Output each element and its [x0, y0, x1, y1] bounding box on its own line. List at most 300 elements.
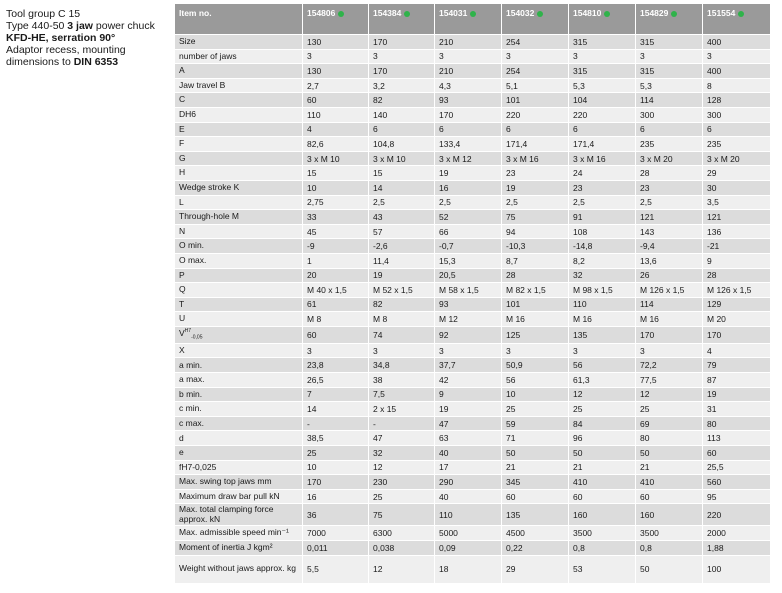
chuck-type: Type 440-50 3 jaw power chuck — [6, 20, 155, 32]
table-cell: 254 — [502, 35, 569, 50]
table-cell: 8,2 — [569, 253, 636, 268]
table-cell: 3 — [502, 49, 569, 64]
table-cell: 0,011 — [303, 541, 369, 556]
table-cell: 410 — [569, 475, 636, 490]
table-cell: 60 — [636, 489, 703, 504]
table-cell: 3 x M 10 — [303, 151, 369, 166]
row-label: c max. — [175, 416, 303, 431]
table-row — [175, 358, 770, 373]
table-cell: 15 — [303, 166, 369, 181]
table-cell: 4 — [703, 343, 770, 358]
table-row — [175, 224, 770, 239]
row-label: G — [175, 151, 303, 166]
table-row — [175, 64, 770, 79]
table-cell: 3 — [303, 343, 369, 358]
table-cell: 3,2 — [369, 78, 435, 93]
table-cell: 114 — [636, 297, 703, 312]
table-row — [175, 49, 770, 64]
table-cell: 92 — [435, 326, 502, 343]
table-cell: 25 — [569, 402, 636, 417]
table-cell: 21 — [502, 460, 569, 475]
table-cell: 3 — [502, 343, 569, 358]
table-cell: 29 — [502, 555, 569, 583]
table-cell: 136 — [703, 224, 770, 239]
table-cell: 50 — [636, 446, 703, 461]
table-cell: 16 — [435, 180, 502, 195]
table-cell: 121 — [636, 210, 703, 225]
table-cell: 82 — [369, 93, 435, 108]
table-row — [175, 326, 770, 343]
table-cell: 61 — [303, 297, 369, 312]
table-cell: 50,9 — [502, 358, 569, 373]
table-cell: 16 — [303, 489, 369, 504]
table-body — [175, 35, 770, 584]
table-cell: 26,5 — [303, 373, 369, 388]
table-cell: 170 — [369, 64, 435, 79]
status-dot-icon — [671, 11, 677, 17]
table-cell: 6 — [703, 122, 770, 137]
table-cell: 135 — [569, 326, 636, 343]
table-cell: 135 — [502, 504, 569, 526]
table-cell: 10 — [502, 387, 569, 402]
table-cell: -9 — [303, 239, 369, 254]
table-cell: 20,5 — [435, 268, 502, 283]
row-label: Jaw travel B — [175, 78, 303, 93]
table-cell: 125 — [502, 326, 569, 343]
table-cell: 220 — [703, 504, 770, 526]
table-cell: 3 — [569, 343, 636, 358]
table-cell: 170 — [435, 107, 502, 122]
table-cell: 47 — [369, 431, 435, 446]
table-cell: 0,038 — [369, 541, 435, 556]
table-cell: 254 — [502, 64, 569, 79]
table-cell: 82,6 — [303, 137, 369, 152]
table-cell: 82 — [369, 297, 435, 312]
table-row — [175, 78, 770, 93]
table-cell: 8 — [703, 78, 770, 93]
table-row — [175, 555, 770, 583]
table-cell: 3 — [369, 49, 435, 64]
table-cell: 133,4 — [435, 137, 502, 152]
row-label: O min. — [175, 239, 303, 254]
table-cell: 5,5 — [303, 555, 369, 583]
table-cell: 79 — [703, 358, 770, 373]
table-cell: 2,5 — [569, 195, 636, 210]
table-cell: - — [303, 416, 369, 431]
row-label: Max. swing top jaws mm — [175, 475, 303, 490]
table-row — [175, 541, 770, 556]
table-cell: 6 — [502, 122, 569, 137]
table-row — [175, 343, 770, 358]
table-cell: 80 — [703, 416, 770, 431]
table-row — [175, 460, 770, 475]
row-label: T — [175, 297, 303, 312]
table-cell: 10 — [303, 180, 369, 195]
row-label: Maximum draw bar pull kN — [175, 489, 303, 504]
table-cell: 25 — [502, 402, 569, 417]
table-cell: 9 — [435, 387, 502, 402]
status-dot-icon — [470, 11, 476, 17]
table-cell: 2,5 — [435, 195, 502, 210]
table-cell: 170 — [303, 475, 369, 490]
item-no-header: Item no. — [175, 4, 303, 35]
table-cell: 56 — [569, 358, 636, 373]
table-cell: M 52 x 1,5 — [369, 283, 435, 298]
row-label: Through-hole M — [175, 210, 303, 225]
table-cell: 3 x M 20 — [703, 151, 770, 166]
table-cell: 0,09 — [435, 541, 502, 556]
table-cell: 94 — [502, 224, 569, 239]
table-cell: 23 — [502, 166, 569, 181]
item-col-1: 154806 — [303, 4, 369, 35]
table-cell: 13,6 — [636, 253, 703, 268]
table-cell: 3 x M 20 — [636, 151, 703, 166]
row-label: e — [175, 446, 303, 461]
table-cell: 20 — [303, 268, 369, 283]
table-cell: 50 — [636, 555, 703, 583]
table-cell: 25 — [369, 489, 435, 504]
table-cell: 0,22 — [502, 541, 569, 556]
table-cell: 4,3 — [435, 78, 502, 93]
table-cell: 31 — [703, 402, 770, 417]
table-cell: 300 — [636, 107, 703, 122]
table-row — [175, 35, 770, 50]
table-cell: 15 — [369, 166, 435, 181]
table-cell: 290 — [435, 475, 502, 490]
row-label: A — [175, 64, 303, 79]
table-cell: 410 — [636, 475, 703, 490]
table-cell: M 40 x 1,5 — [303, 283, 369, 298]
table-cell: 4500 — [502, 526, 569, 541]
table-cell: 2,5 — [369, 195, 435, 210]
table-row — [175, 166, 770, 181]
table-cell: 19 — [369, 268, 435, 283]
table-cell: 3 x M 16 — [569, 151, 636, 166]
row-label: a max. — [175, 373, 303, 388]
table-cell: 3 — [703, 49, 770, 64]
table-cell: 3 x M 16 — [502, 151, 569, 166]
table-cell: -0,7 — [435, 239, 502, 254]
table-cell: 6 — [636, 122, 703, 137]
table-cell: 69 — [636, 416, 703, 431]
table-cell: 3 — [636, 49, 703, 64]
table-cell: 19 — [703, 387, 770, 402]
adaptor-note: Adaptor recess, mounting — [6, 44, 126, 56]
table-cell: 315 — [636, 35, 703, 50]
table-cell: 129 — [703, 297, 770, 312]
table-row — [175, 373, 770, 388]
table-cell: 3 — [435, 49, 502, 64]
table-cell: 3 x M 10 — [369, 151, 435, 166]
table-cell: 12 — [369, 555, 435, 583]
table-cell: 75 — [502, 210, 569, 225]
table-cell: 59 — [502, 416, 569, 431]
table-cell: 23 — [569, 180, 636, 195]
table-cell: 50 — [569, 446, 636, 461]
table-row — [175, 387, 770, 402]
row-label: d — [175, 431, 303, 446]
table-cell: 101 — [502, 93, 569, 108]
table-cell: 210 — [435, 64, 502, 79]
table-cell: 3 — [369, 343, 435, 358]
table-cell: 235 — [636, 137, 703, 152]
table-cell: 42 — [435, 373, 502, 388]
table-cell: 38,5 — [303, 431, 369, 446]
table-cell: 114 — [636, 93, 703, 108]
table-cell: 15,3 — [435, 253, 502, 268]
table-row — [175, 93, 770, 108]
table-cell: 87 — [703, 373, 770, 388]
chuck-model: KFD-HE, serration 90° — [6, 32, 116, 44]
table-cell: 19 — [435, 166, 502, 181]
table-cell: 220 — [569, 107, 636, 122]
table-cell: 5,3 — [636, 78, 703, 93]
table-cell: 6300 — [369, 526, 435, 541]
table-cell: 143 — [636, 224, 703, 239]
table-cell: 110 — [303, 107, 369, 122]
table-cell: 80 — [636, 431, 703, 446]
table-cell: 14 — [369, 180, 435, 195]
item-col-4: 154032 — [502, 4, 569, 35]
table-cell: 3 — [636, 343, 703, 358]
table-cell: 40 — [435, 489, 502, 504]
table-cell: 12 — [636, 387, 703, 402]
table-cell: 43 — [369, 210, 435, 225]
table-cell: 36 — [303, 504, 369, 526]
table-cell: M 16 — [636, 312, 703, 327]
row-label: b min. — [175, 387, 303, 402]
tool-group-title: Tool group C 15 — [6, 8, 81, 20]
table-row — [175, 268, 770, 283]
table-row — [175, 253, 770, 268]
table-cell: 23 — [636, 180, 703, 195]
row-label: H — [175, 166, 303, 181]
table-cell: 5,3 — [569, 78, 636, 93]
table-row — [175, 151, 770, 166]
table-cell: M 16 — [502, 312, 569, 327]
table-cell: 160 — [636, 504, 703, 526]
table-cell: 0,8 — [569, 541, 636, 556]
table-cell: 315 — [569, 64, 636, 79]
table-cell: -10,3 — [502, 239, 569, 254]
row-label: L — [175, 195, 303, 210]
table-cell: 40 — [435, 446, 502, 461]
table-row — [175, 210, 770, 225]
table-cell: 12 — [569, 387, 636, 402]
table-row — [175, 239, 770, 254]
status-dot-icon — [537, 11, 543, 17]
row-label: Max. admissible speed min⁻¹ — [175, 526, 303, 541]
table-row — [175, 137, 770, 152]
row-label: $V^{H7}_{-0,05}$ — [175, 326, 303, 343]
table-cell: 33 — [303, 210, 369, 225]
row-label: X — [175, 343, 303, 358]
table-cell: 45 — [303, 224, 369, 239]
row-label: E — [175, 122, 303, 137]
table-cell: 21 — [569, 460, 636, 475]
table-cell: 3,5 — [703, 195, 770, 210]
table-cell: 84 — [569, 416, 636, 431]
table-cell: 18 — [435, 555, 502, 583]
table-cell: 2,5 — [636, 195, 703, 210]
table-cell: 171,4 — [569, 137, 636, 152]
row-label: F — [175, 137, 303, 152]
table-cell: 1 — [303, 253, 369, 268]
table-cell: 17 — [435, 460, 502, 475]
table-cell: -9,4 — [636, 239, 703, 254]
table-cell: 400 — [703, 35, 770, 50]
table-cell: 170 — [369, 35, 435, 50]
row-label: N — [175, 224, 303, 239]
table-heading — [6, 8, 168, 68]
table-row — [175, 402, 770, 417]
table-cell: 6 — [569, 122, 636, 137]
table-cell: 110 — [435, 504, 502, 526]
row-label: O max. — [175, 253, 303, 268]
row-label: fH7-0,025 — [175, 460, 303, 475]
table-cell: 9 — [703, 253, 770, 268]
table-cell: 5000 — [435, 526, 502, 541]
row-label: P — [175, 268, 303, 283]
item-col-5: 154810 — [569, 4, 636, 35]
table-cell: 75 — [369, 504, 435, 526]
table-cell: 3 — [435, 343, 502, 358]
row-label: DH6 — [175, 107, 303, 122]
table-cell: M 126 x 1,5 — [703, 283, 770, 298]
table-cell: -14,8 — [569, 239, 636, 254]
table-cell: 60 — [502, 489, 569, 504]
table-cell: 23,8 — [303, 358, 369, 373]
table-cell: 28 — [703, 268, 770, 283]
table-cell: M 82 x 1,5 — [502, 283, 569, 298]
table-cell: 28 — [636, 166, 703, 181]
table-cell: 28 — [502, 268, 569, 283]
table-cell: 4 — [303, 122, 369, 137]
table-cell: M 20 — [703, 312, 770, 327]
row-label: number of jaws — [175, 49, 303, 64]
status-dot-icon — [604, 11, 610, 17]
table-cell: 74 — [369, 326, 435, 343]
table-cell: 110 — [569, 297, 636, 312]
table-row — [175, 416, 770, 431]
table-cell: 7 — [303, 387, 369, 402]
table-cell: 315 — [636, 64, 703, 79]
table-cell: 91 — [569, 210, 636, 225]
table-cell: 53 — [569, 555, 636, 583]
table-cell: 14 — [303, 402, 369, 417]
table-cell: 140 — [369, 107, 435, 122]
table-cell: 130 — [303, 64, 369, 79]
table-row — [175, 122, 770, 137]
table-cell: 3500 — [569, 526, 636, 541]
row-label: c min. — [175, 402, 303, 417]
table-row — [175, 504, 770, 526]
table-cell: 2000 — [703, 526, 770, 541]
row-label: Weight without jaws approx. kg — [175, 555, 303, 583]
table-cell: 61,3 — [569, 373, 636, 388]
table-cell: 25 — [636, 402, 703, 417]
row-label: Wedge stroke K — [175, 180, 303, 195]
table-row — [175, 489, 770, 504]
specs-table — [174, 4, 770, 584]
table-cell: 300 — [703, 107, 770, 122]
table-cell: 170 — [636, 326, 703, 343]
table-cell: 95 — [703, 489, 770, 504]
table-row — [175, 475, 770, 490]
table-cell: 52 — [435, 210, 502, 225]
table-cell: 19 — [502, 180, 569, 195]
table-cell: 130 — [303, 35, 369, 50]
table-cell: 10 — [303, 460, 369, 475]
table-cell: - — [369, 416, 435, 431]
table-row — [175, 195, 770, 210]
row-label: Q — [175, 283, 303, 298]
table-cell: 26 — [636, 268, 703, 283]
table-cell: 30 — [703, 180, 770, 195]
table-cell: 2,7 — [303, 78, 369, 93]
table-cell: 1,88 — [703, 541, 770, 556]
table-cell: 121 — [703, 210, 770, 225]
table-cell: 60 — [569, 489, 636, 504]
table-cell: M 126 x 1,5 — [636, 283, 703, 298]
table-cell: 32 — [369, 446, 435, 461]
row-label: C — [175, 93, 303, 108]
status-dot-icon — [404, 11, 410, 17]
table-cell: 93 — [435, 297, 502, 312]
table-cell: M 98 x 1,5 — [569, 283, 636, 298]
table-cell: 101 — [502, 297, 569, 312]
table-cell: 8,7 — [502, 253, 569, 268]
table-cell: 21 — [636, 460, 703, 475]
table-cell: 57 — [369, 224, 435, 239]
item-col-6: 154829 — [636, 4, 703, 35]
table-cell: 47 — [435, 416, 502, 431]
table-cell: 96 — [569, 431, 636, 446]
table-row — [175, 107, 770, 122]
table-cell: 93 — [435, 93, 502, 108]
table-cell: 100 — [703, 555, 770, 583]
table-cell: 235 — [703, 137, 770, 152]
table-row — [175, 431, 770, 446]
table-row — [175, 283, 770, 298]
table-cell: 32 — [569, 268, 636, 283]
table-cell: 60 — [703, 446, 770, 461]
table-cell: 56 — [502, 373, 569, 388]
table-cell: -21 — [703, 239, 770, 254]
table-cell: 50 — [502, 446, 569, 461]
din-note: dimensions to DIN 6353 — [6, 56, 119, 68]
table-cell: 12 — [369, 460, 435, 475]
table-cell: 25 — [303, 446, 369, 461]
row-label: Size — [175, 35, 303, 50]
table-row — [175, 526, 770, 541]
table-cell: 400 — [703, 64, 770, 79]
table-cell: 560 — [703, 475, 770, 490]
table-cell: 7000 — [303, 526, 369, 541]
table-cell: 71 — [502, 431, 569, 446]
table-cell: 170 — [703, 326, 770, 343]
table-row — [175, 180, 770, 195]
header-row — [175, 4, 770, 35]
table-cell: 72,2 — [636, 358, 703, 373]
table-row — [175, 312, 770, 327]
table-cell: M 8 — [369, 312, 435, 327]
table-cell: 38 — [369, 373, 435, 388]
table-cell: 160 — [569, 504, 636, 526]
table-cell: 29 — [703, 166, 770, 181]
table-cell: 7,5 — [369, 387, 435, 402]
table-cell: 2 x 15 — [369, 402, 435, 417]
